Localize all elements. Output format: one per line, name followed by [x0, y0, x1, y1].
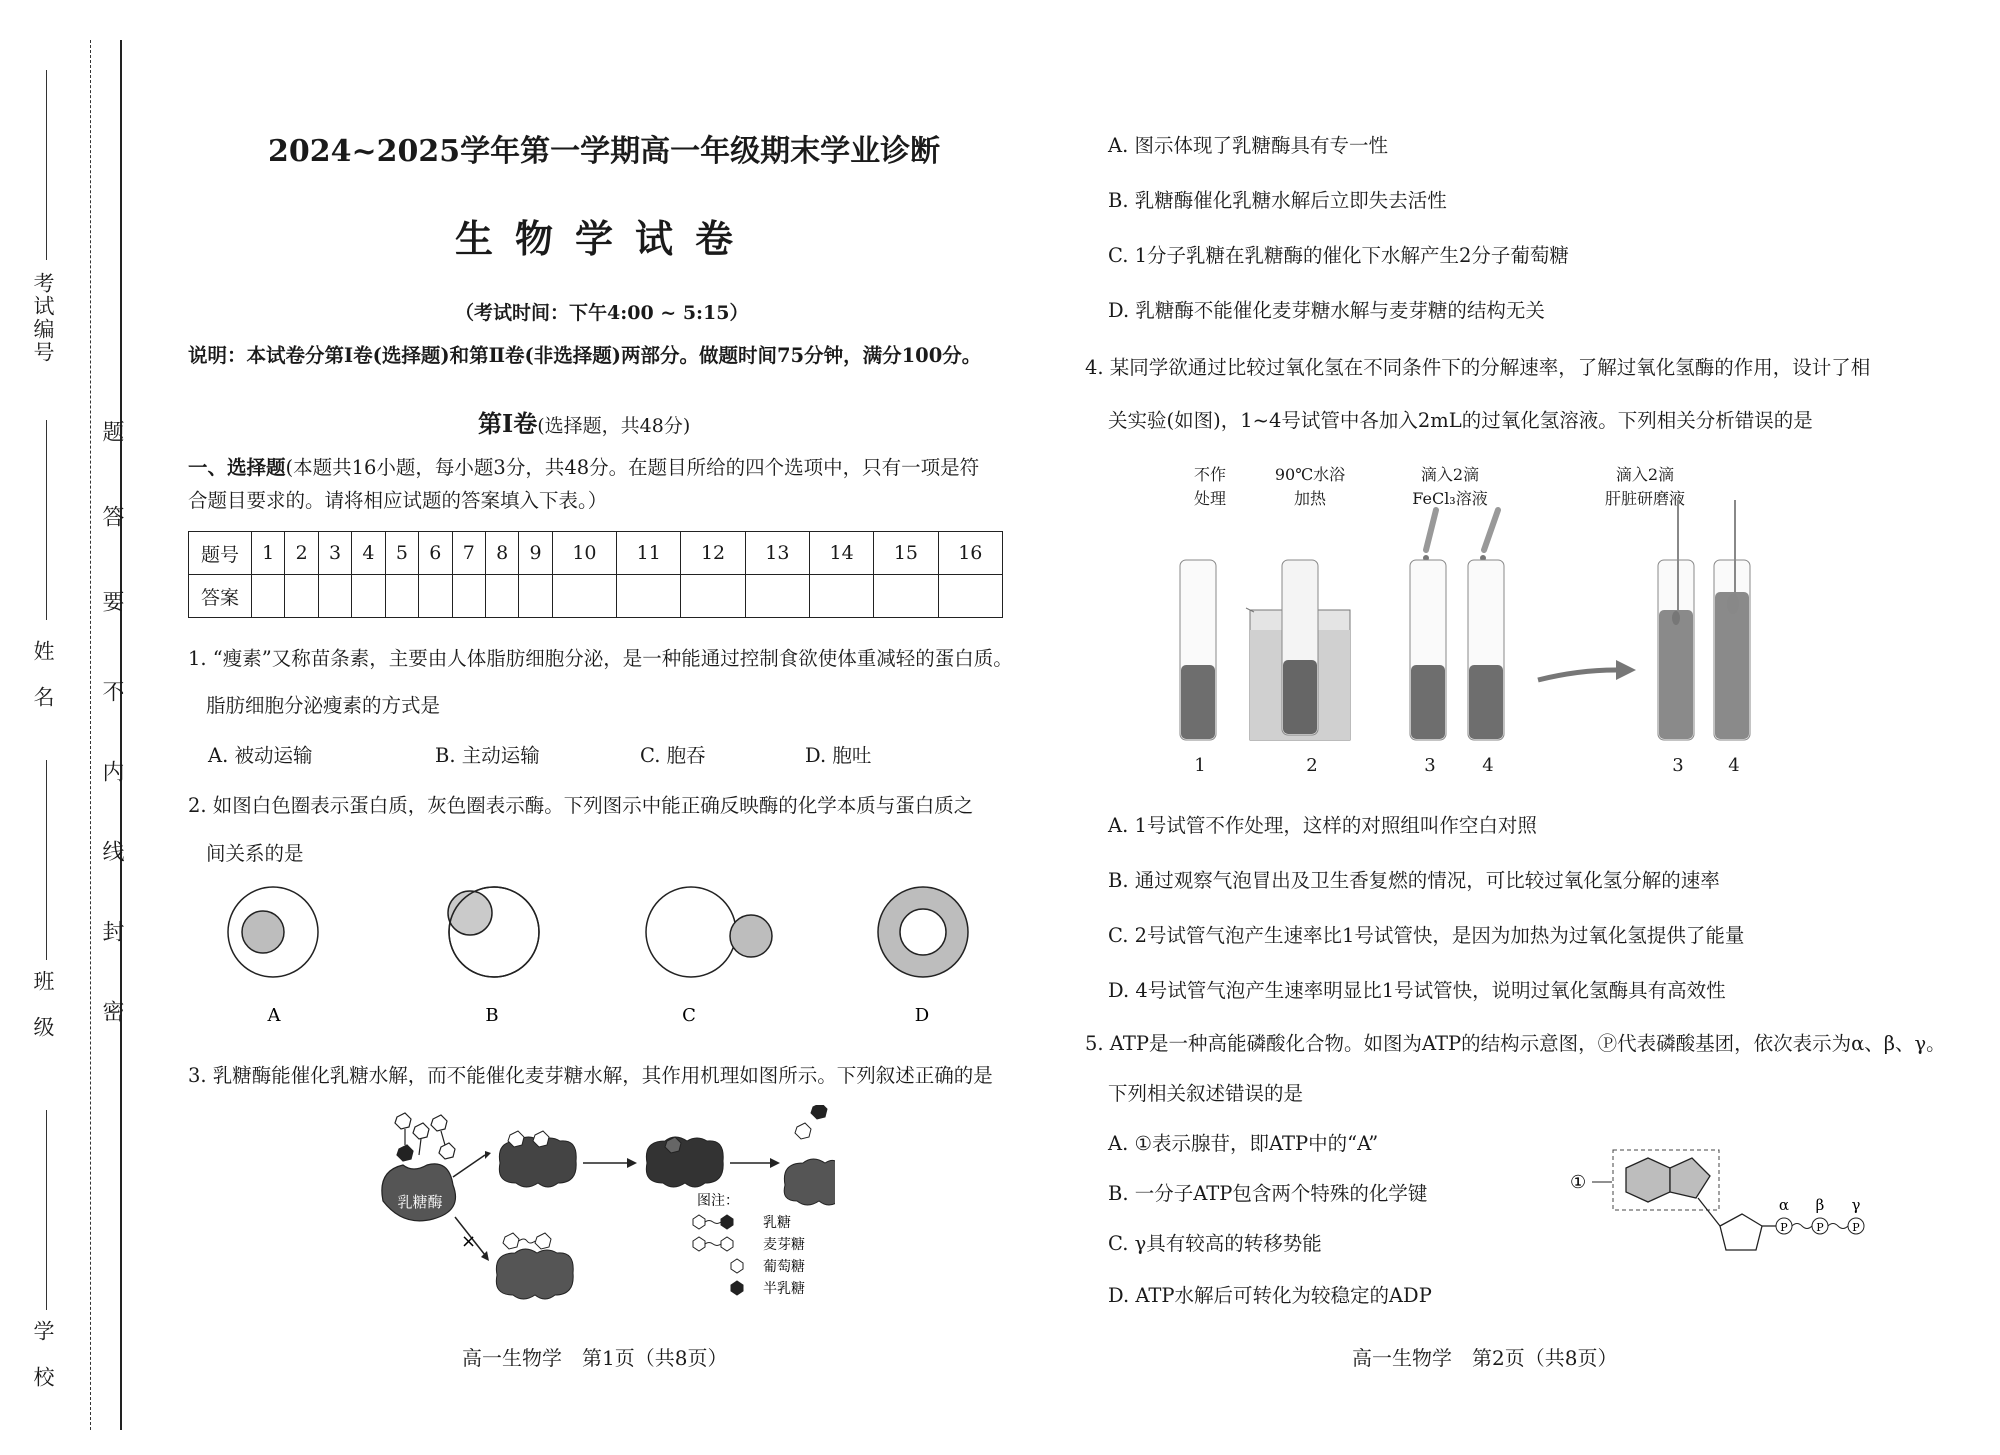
seal-char: 不: [99, 680, 124, 704]
q5-stem-1: 5. ATP是一种高能磷酸化合物。如图为ATP的结构示意图，Ⓟ代表磷酸基团，依次表示为α、β、γ。: [1085, 1032, 1946, 1055]
label-name: 姓 名: [31, 640, 55, 709]
no-reaction-mark: ×: [461, 1231, 477, 1252]
q1-stem-1: 1. “瘦素”又称苗条素，主要由人体脂肪细胞分泌，是一种能通过控制食欲使体重减轻的蛋白质。: [188, 647, 1013, 670]
dropper-liver-icon: [1480, 510, 1498, 561]
dropper-fecl3-icon: [1423, 510, 1436, 561]
blank-school[interactable]: [46, 1110, 47, 1310]
answer-cell[interactable]: [285, 575, 318, 618]
q3-enzyme-diagram: [375, 1105, 835, 1305]
adenosine-marker: ①: [1570, 1172, 1587, 1193]
seal-char: 答: [99, 505, 124, 529]
result-tube-number-3: 3: [1672, 755, 1684, 776]
test-tube-2: [1282, 560, 1318, 735]
exam-subtitle: 生物学试卷: [455, 216, 756, 261]
seal-char: 线: [99, 840, 124, 864]
test-tube-1: [1180, 560, 1216, 740]
q5-stem-2: 下列相关叙述错误的是: [1108, 1082, 1304, 1105]
answer-cell[interactable]: [519, 575, 552, 618]
row-label: 答案: [189, 575, 252, 618]
blank-exam-no[interactable]: [46, 70, 47, 260]
q4-option-d[interactable]: D. 4号试管气泡产生速率明显比1号试管快，说明过氧化氢酶具有高效性: [1108, 979, 1726, 1002]
legend-glucose: 葡萄糖: [763, 1259, 805, 1275]
q3-option-d[interactable]: D. 乳糖酶不能催化麦芽糖水解与麦芽糖的结构无关: [1108, 299, 1545, 322]
row-label: 题号: [189, 532, 252, 575]
label-class: 班 级: [31, 970, 55, 1039]
condition-4-line1: 滴入2滴: [1615, 465, 1675, 484]
condition-1-line2: 处理: [1193, 489, 1226, 508]
products-icon: [784, 1105, 835, 1205]
venn-option-b[interactable]: [448, 887, 539, 977]
margin-line-inner: [120, 40, 122, 1430]
answer-cell[interactable]: [874, 575, 938, 618]
q2-stem-1: 2. 如图白色圈表示蛋白质，灰色圈表示酶。下列图示中能正确反映酶的化学本质与蛋白质之: [188, 794, 974, 817]
question-number: 9: [519, 532, 552, 575]
answer-cell[interactable]: [938, 575, 1002, 618]
q4-option-b[interactable]: B. 通过观察气泡冒出及卫生香复燃的情况，可比较过氧化氢分解的速率: [1108, 869, 1720, 892]
result-tube-number-4: 4: [1728, 755, 1740, 776]
blank-class[interactable]: [46, 760, 47, 960]
q1-stem-2: 脂肪细胞分泌瘦素的方式是: [206, 694, 441, 717]
question-number: 8: [485, 532, 518, 575]
beta-label: β: [1815, 1196, 1825, 1214]
q3-option-a[interactable]: A. 图示体现了乳糖酶具有专一性: [1108, 134, 1388, 157]
atp-structure-diagram: [1570, 1148, 1880, 1258]
question-number: 3: [318, 532, 351, 575]
venn-label-d: D: [914, 1005, 930, 1026]
question-number: 12: [681, 532, 745, 575]
phosphate-beta-p: P: [1816, 1221, 1824, 1234]
seal-char: 要: [99, 590, 124, 614]
exam-time: （考试时间：下午4:00 ~ 5:15）: [455, 302, 749, 324]
answer-table-row-answers: [189, 575, 1003, 618]
venn-option-a[interactable]: [228, 887, 318, 977]
condition-2-line2: 加热: [1293, 489, 1326, 508]
answer-cell[interactable]: [318, 575, 351, 618]
tube-number-3: 3: [1424, 755, 1436, 776]
question-number: 4: [352, 532, 385, 575]
phosphate-gamma-icon: [1848, 1196, 1864, 1234]
q2-venn-diagrams: [200, 875, 1000, 1035]
condition-2-line1: 90℃水浴: [1274, 465, 1346, 484]
answer-cell[interactable]: [809, 575, 873, 618]
seal-char: 密: [99, 1000, 124, 1024]
legend-title: 图注：: [697, 1193, 739, 1209]
enzyme-label: 乳糖酶: [397, 1193, 443, 1211]
venn-label-c: C: [682, 1005, 696, 1026]
answer-table: [188, 531, 1003, 618]
q3-option-c[interactable]: C. 1分子乳糖在乳糖酶的催化下水解产生2分子葡萄糖: [1108, 244, 1569, 267]
tube-number-1: 1: [1194, 755, 1206, 776]
exam-title: 2024~2025学年第一学期高一年级期末学业诊断: [268, 134, 941, 169]
answer-cell[interactable]: [419, 575, 452, 618]
q4-option-a[interactable]: A. 1号试管不作处理，这样的对照组叫作空白对照: [1108, 814, 1537, 837]
page1-footer: 高一生物学 第1页（共8页）: [462, 1346, 728, 1370]
seal-char: 内: [99, 760, 124, 784]
ribose-ring-icon: [1720, 1214, 1762, 1250]
answer-cell[interactable]: [252, 575, 285, 618]
label-exam-no: 考试编号: [31, 272, 55, 364]
legend-lactose: 乳糖: [763, 1215, 791, 1231]
q4-stem-1: 4. 某同学欲通过比较过氧化氢在不同条件下的分解速率，了解过氧化氢酶的作用，设计了相: [1085, 356, 1871, 379]
condition-3-line1: 滴入2滴: [1420, 465, 1480, 484]
venn-label-a: A: [267, 1005, 281, 1026]
answer-cell[interactable]: [485, 575, 518, 618]
legend-maltose: 麦芽糖: [763, 1237, 805, 1253]
legend: [693, 1193, 805, 1297]
result-tube-4: [1714, 500, 1750, 740]
volume-title: 第Ⅰ卷: [478, 409, 538, 438]
question-number: 1: [252, 532, 285, 575]
q1-option-b[interactable]: B. 主动运输: [435, 744, 540, 767]
maltose-enzyme-icon: [496, 1233, 573, 1299]
page2-footer: 高一生物学 第2页（共8页）: [1352, 1346, 1618, 1370]
phosphate-alpha-icon: [1776, 1196, 1792, 1234]
seal-char: 题: [99, 420, 124, 444]
tube-number-2: 2: [1306, 755, 1318, 776]
section-heading: 一、选择题: [188, 456, 286, 479]
section-desc-line2: 合题目要求的。请将相应试题的答案填入下表。）: [188, 489, 608, 512]
section-desc: (本题共16小题，每小题3分，共48分。在题目所给的四个选项中，只有一项是符: [285, 456, 980, 479]
question-number: 5: [385, 532, 418, 575]
condition-1-line1: 不作: [1193, 465, 1226, 484]
q4-stem-2: 关实验(如图)，1~4号试管中各加入2mL的过氧化氢溶液。下列相关分析错误的是: [1108, 409, 1813, 432]
venn-label-b: B: [485, 1005, 499, 1026]
blank-name[interactable]: [46, 420, 47, 620]
section-desc-line1: [188, 452, 979, 480]
answer-cell[interactable]: [617, 575, 681, 618]
phosphate-alpha-p: P: [1780, 1221, 1788, 1234]
arrow-icon: [1538, 660, 1636, 680]
q5-option-a[interactable]: A. ①表示腺苷，即ATP中的“A”: [1108, 1132, 1379, 1155]
q5-option-d[interactable]: D. ATP水解后可转化为较稳定的ADP: [1108, 1284, 1432, 1307]
question-number: 15: [874, 532, 938, 575]
question-number: 13: [745, 532, 809, 575]
result-tube-3: [1658, 500, 1694, 740]
question-number: 2: [285, 532, 318, 575]
phosphate-gamma-p: P: [1852, 1221, 1860, 1234]
q2-stem-2: 间关系的是: [206, 842, 304, 865]
volume-heading: [478, 404, 690, 439]
phosphate-beta-icon: [1812, 1196, 1828, 1234]
seal-char: 封: [99, 920, 124, 944]
lactose-molecules-icon: [395, 1113, 455, 1161]
venn-option-c[interactable]: [646, 887, 772, 977]
venn-option-d[interactable]: [878, 887, 968, 977]
margin-line-outer: [90, 40, 91, 1430]
q1-option-d[interactable]: D. 胞吐: [805, 744, 872, 767]
question-number: 6: [419, 532, 452, 575]
enzyme-complex-2-icon: [646, 1137, 723, 1187]
answer-cell[interactable]: [385, 575, 418, 618]
q4-test-tube-figure: [1170, 500, 1810, 760]
answer-cell[interactable]: [681, 575, 745, 618]
question-number: 10: [552, 532, 616, 575]
q1-option-c[interactable]: C. 胞吞: [640, 744, 706, 767]
question-number: 14: [809, 532, 873, 575]
binding-margin: [0, 0, 125, 1455]
answer-cell[interactable]: [745, 575, 809, 618]
q3-option-b[interactable]: B. 乳糖酶催化乳糖水解后立即失去活性: [1108, 189, 1447, 212]
enzyme-substrate-complex-icon: [499, 1131, 576, 1187]
condition-3-line2: FeCl₃溶液: [1412, 489, 1488, 508]
legend-galactose: 半乳糖: [763, 1281, 805, 1297]
test-tube-4: [1468, 560, 1504, 740]
answer-cell[interactable]: [452, 575, 485, 618]
label-school: 学 校: [31, 1320, 55, 1389]
enzyme-icon: [382, 1164, 456, 1221]
volume-note: (选择题，共48分): [537, 415, 691, 437]
answer-cell[interactable]: [352, 575, 385, 618]
question-number: 7: [452, 532, 485, 575]
adenine-ring-icon: [1626, 1158, 1710, 1202]
condition-4-line2: 肝脏研磨液: [1604, 489, 1685, 508]
question-number: 11: [617, 532, 681, 575]
tube-number-4: 4: [1482, 755, 1494, 776]
q5-option-b[interactable]: B. 一分子ATP包含两个特殊的化学键: [1108, 1182, 1428, 1205]
q4-option-c[interactable]: C. 2号试管气泡产生速率比1号试管快，是因为加热为过氧化氢提供了能量: [1108, 924, 1745, 947]
answer-table-row-numbers: [189, 532, 1003, 575]
instructions: 说明：本试卷分第Ⅰ卷(选择题)和第Ⅱ卷(非选择题)两部分。做题时间75分钟，满分100分。: [188, 344, 982, 367]
test-tube-3: [1410, 560, 1446, 740]
answer-cell[interactable]: [552, 575, 616, 618]
q1-option-a[interactable]: A. 被动运输: [208, 744, 313, 767]
gamma-label: γ: [1851, 1196, 1861, 1214]
q3-stem: 3. 乳糖酶能催化乳糖水解，而不能催化麦芽糖水解，其作用机理如图所示。下列叙述正确的是: [188, 1064, 993, 1087]
alpha-label: α: [1778, 1196, 1790, 1214]
question-number: 16: [938, 532, 1002, 575]
q5-option-c[interactable]: C. γ具有较高的转移势能: [1108, 1232, 1322, 1255]
